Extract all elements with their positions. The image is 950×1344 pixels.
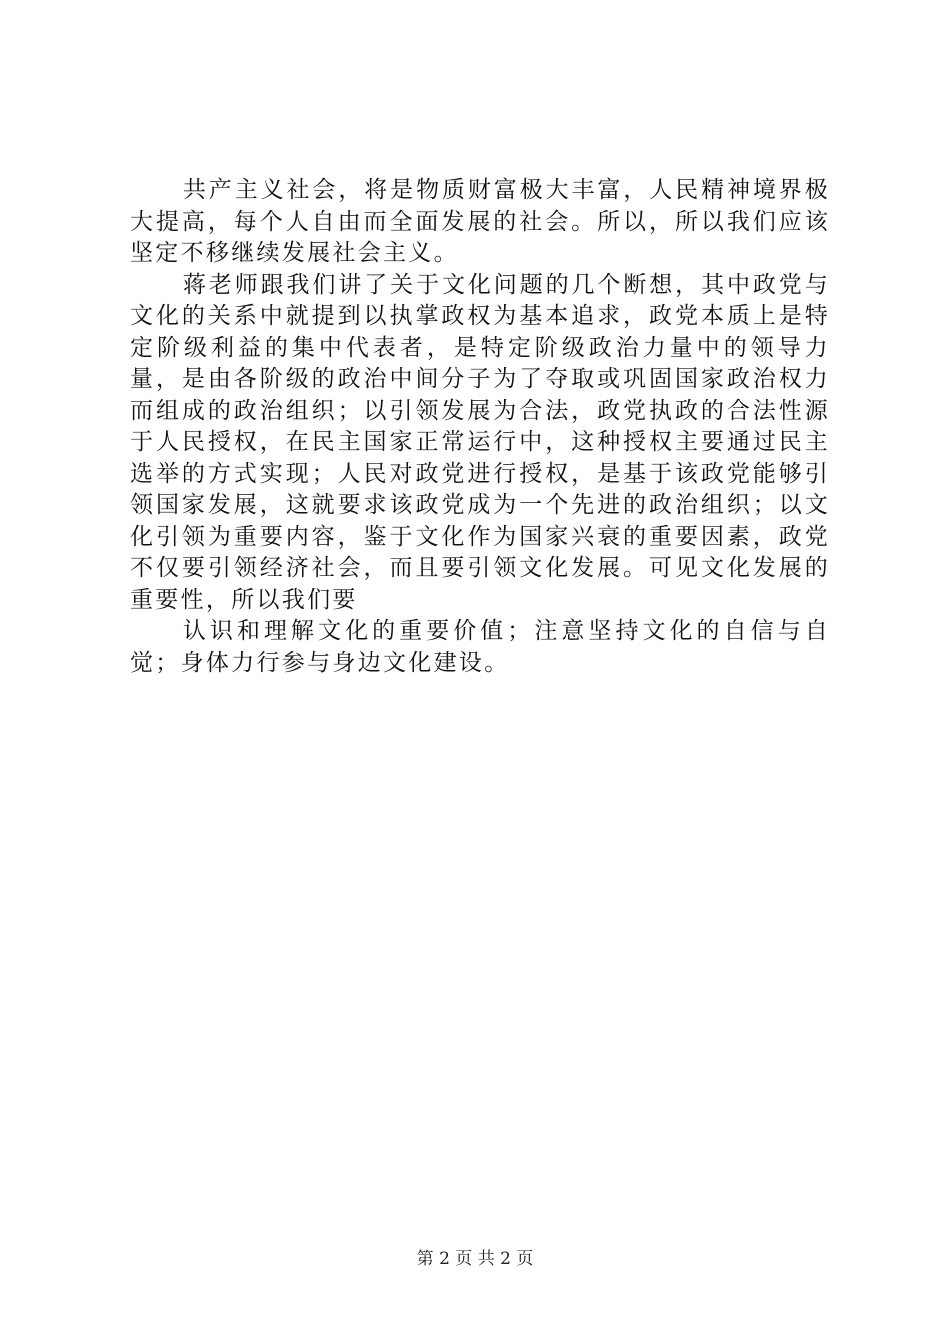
paragraph: 认识和理解文化的重要价值；注意坚持文化的自信与自觉；身体力行参与身边文化建设。 xyxy=(130,618,830,676)
document-body xyxy=(130,175,830,679)
paragraph: 共产主义社会，将是物质财富极大丰富，人民精神境界极大提高，每个人自由而全面发展的社会。所以，所以我们应该坚定不移继续发展社会主义。 xyxy=(130,177,830,266)
paragraph: 蒋老师跟我们讲了关于文化问题的几个断想，其中政党与文化的关系中就提到以执掌政权为基本追求，政党本质上是特定阶级利益的集中代表者，是特定阶级政治力量中的领导力量，是由各阶级的政治中间分子为了夺取或巩固国家政治权力而组成的政治组织；以引领发展为合法，政党执政的合法性源于人民授权，在民主国家正常运行中，这种授权主要通过民主选举的方式实现；人民对政党进行授权，是基于该政党能够引领国家发展，这就要求该政党成为一个先进的政治组织；以文化引领为重要内容，鉴于文化作为国家兴衰的重要因素，政党不仅要引领经济社会，而且要引领文化发展。可见文化发展的重要性，所以我们要 xyxy=(130,271,830,613)
page-number-footer: 第 2 页 共 2 页 xyxy=(416,1249,534,1269)
